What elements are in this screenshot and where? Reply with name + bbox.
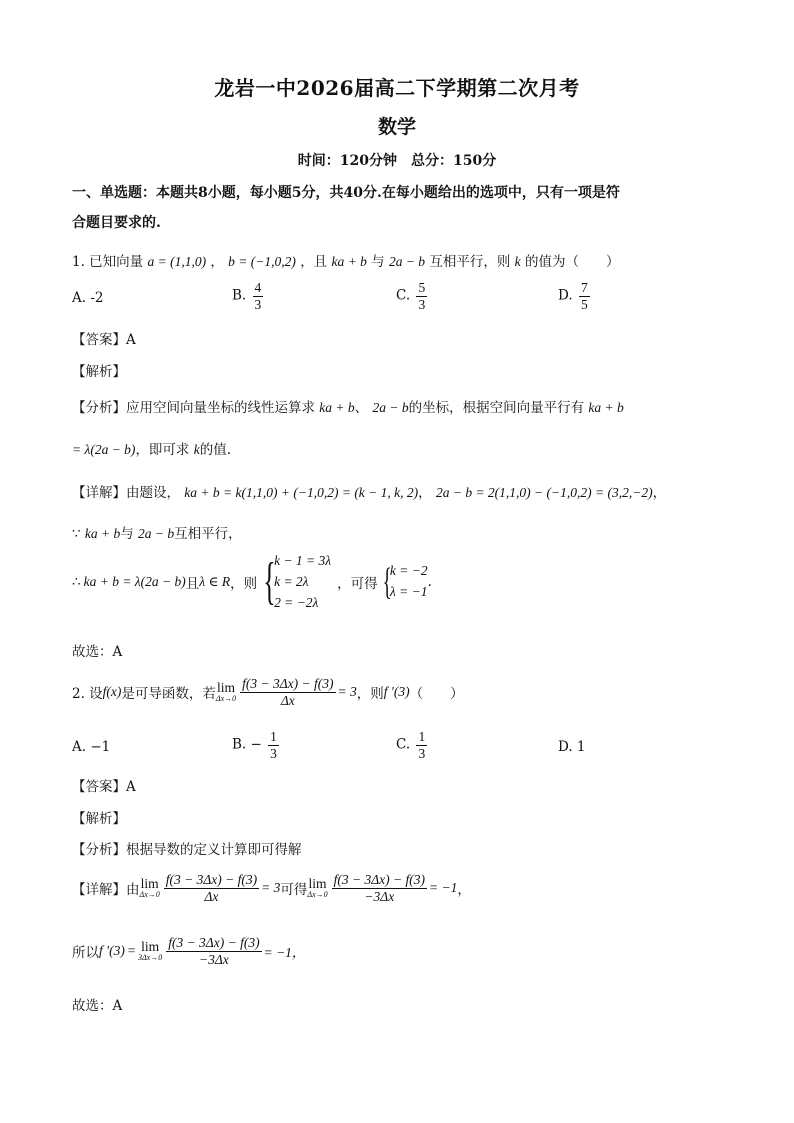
q1-because-line: [72, 522, 242, 542]
q2-analysis-tag: 【解析】: [72, 811, 126, 827]
system-brace-1: {: [263, 553, 276, 611]
q1-stem-b: ，且: [300, 254, 328, 270]
q1-choice-b-frac: $\frac{4}{3}$: [254, 280, 262, 312]
q2-fenxi: [72, 838, 302, 858]
q2-so-eq: =: [126, 943, 136, 959]
q1-fenxi-line2-text: ，即可求: [135, 442, 190, 458]
q1-system-2-eq1: k = −2: [389, 563, 428, 579]
q1-because-with: 与: [120, 526, 134, 542]
q1-therefore-then: ，则: [230, 576, 258, 593]
q1-answer: 【答案】A: [72, 332, 136, 348]
because-symbol: ∵: [72, 526, 81, 542]
q1-therefore-cond1: 且: [185, 576, 200, 593]
q1-fenxi-text2: 的坐标，根据空间向量平行有: [408, 400, 585, 416]
q1-vector-a: a = (1,1,0): [147, 254, 207, 269]
q1-fenxi-line2-end: 的值.: [199, 442, 232, 458]
q1-detail-text: 由题设，: [126, 485, 180, 501]
section-heading-line1: 一、单选题：本题共8小题，每小题5分，共40分.在每小题给出的选项中，只有一项是符: [72, 185, 620, 201]
q2-detail-get: 可得: [280, 882, 308, 899]
q2-fenxi-label: 【分析】: [72, 842, 126, 858]
q1-choice-b-label: B.: [232, 287, 247, 304]
q1-detail-label: 【详解】: [72, 485, 126, 501]
q2-choice-b-frac: $\frac{1}{3}$: [270, 729, 277, 761]
q1-because-expr1: ka + b: [84, 526, 121, 541]
q1-choice-c: [396, 280, 429, 312]
q2-so-fprime: f ′(3): [99, 943, 125, 959]
q1-choice-d-frac: $\frac{7}{5}$: [580, 280, 588, 312]
q2-conclusion: 故选：A: [72, 998, 123, 1014]
q2-choice-d: D. 1: [558, 739, 586, 755]
q1-obtain: ，可得: [337, 576, 378, 593]
q2-choice-c-frac: $\frac{1}{3}$: [418, 729, 426, 761]
q1-analysis-tag: 【解析】: [72, 364, 126, 380]
q1-choice-c-label: C.: [396, 287, 411, 304]
q2-detail-eq2: = −1: [429, 880, 458, 896]
q2-choice-b: [232, 729, 281, 761]
q1-choice-d: [558, 280, 592, 312]
q2-detail-line: [72, 872, 471, 904]
question-2-stem: [72, 676, 464, 708]
q2-detail-end: ，: [457, 882, 471, 899]
exam-info: 时间：120分钟 总分：150分: [297, 153, 497, 169]
page-title: 龙岩一中2026届高二下学期第二次月考: [214, 76, 580, 100]
q1-expr-1: ka + b: [331, 254, 367, 269]
q1-system-2: [390, 561, 428, 603]
q2-detail-fraction-2: $\frac{f(3 - 3\Delta x) - f(3)}{-3\Delta x}$: [333, 872, 425, 904]
q1-fenxi-line1: [72, 396, 624, 416]
q1-system-1-eq3: 2 = −2λ: [274, 594, 319, 610]
q2-stem-a: 2. 设: [72, 686, 103, 703]
q2-eq3: = 3: [337, 684, 357, 700]
question-1-stem: 1. 已知向量 a = (1,1,0) ， b = (−1,0,2) ，且 ka + b 与 2a − b 互相平行，则 k 的值为（ ）: [72, 254, 620, 270]
q1-system-2-end: .: [427, 574, 432, 591]
q2-fenxi-text: 根据导数的定义计算即可得解: [126, 842, 302, 858]
q1-stem-a: 1. 已知向量: [72, 254, 144, 270]
q1-k: k: [514, 254, 521, 269]
q2-so-fraction: $\frac{f(3 - 3\Delta x) - f(3)}{-3\Delta x}$: [168, 935, 260, 967]
q1-therefore-cond2: λ ∈ R: [199, 574, 231, 590]
q2-stem-b: 是可导函数，若: [121, 686, 216, 703]
q2-detail-by: 由: [126, 882, 140, 899]
q1-because-expr2: 2a − b: [138, 526, 175, 541]
q1-fenxi-expr3: ka + b: [588, 400, 624, 415]
q2-choice-b-label: B.: [232, 736, 247, 753]
q1-fenxi-label: 【分析】: [72, 400, 126, 416]
system-brace-2: {: [382, 561, 392, 604]
q2-limit-fraction: $\frac{f(3 - 3\Delta x) - f(3)}{\Delta x}$: [242, 676, 334, 708]
q2-detail-fraction-1: $\frac{f(3 - 3\Delta x) - f(3)}{\Delta x}$: [165, 872, 258, 904]
q1-conclusion: 故选：A: [72, 644, 123, 660]
therefore-symbol: ∴: [72, 574, 81, 591]
q2-limit: lim Δx→0: [215, 680, 237, 703]
q1-choice-c-frac: $\frac{5}{3}$: [418, 280, 426, 312]
q1-expr-2: 2a − b: [388, 254, 426, 269]
q1-fenxi-expr2: 2a − b: [372, 400, 409, 415]
q2-fprime: f ′(3): [383, 684, 410, 700]
q2-choice-c-label: C.: [396, 736, 411, 753]
q2-detail-limit-2: lim Δx→0: [307, 876, 328, 899]
q1-fenxi-line2: [72, 438, 231, 458]
q1-fenxi-text: 应用空间向量坐标的线性运算求: [126, 400, 315, 416]
q2-so-line: [72, 935, 305, 967]
q1-system-1-eq2: k = 2λ: [274, 573, 309, 589]
q2-answer: 【答案】A: [72, 779, 136, 795]
q1-system-2-eq2: λ = −1: [389, 584, 428, 600]
q2-detail-label: 【详解】: [72, 882, 126, 899]
q1-detail-comma: ，: [418, 485, 432, 501]
q1-system-1: [274, 551, 331, 614]
q1-fenxi-k: k: [193, 442, 200, 457]
q1-detail-expr2: 2a − b = 2(1,1,0) − (−1,0,2) = (3,2,−2): [435, 485, 653, 500]
q2-choice-b-sign: −: [250, 736, 262, 753]
q1-choice-d-label: D.: [558, 287, 573, 304]
q1-system-1-eq1: k − 1 = 3λ: [274, 553, 332, 568]
q2-so-end: = −1，: [263, 945, 306, 961]
q2-stem-d: （ ）: [409, 686, 464, 703]
q1-choice-b: [232, 280, 265, 312]
q1-fenxi-line2-expr: = λ(2a − b): [72, 442, 136, 457]
q1-detail-line1: [72, 481, 666, 501]
q1-therefore-line: [72, 551, 432, 614]
q1-detail-end: ，: [652, 485, 667, 501]
q1-because-end: 互相平行，: [174, 526, 242, 542]
subject-title: 数学: [377, 116, 416, 138]
q2-so-limit: lim 3Δx→0: [137, 939, 163, 962]
q1-with: 与: [371, 254, 385, 270]
q1-stem-c: 互相平行，则: [429, 254, 511, 270]
q1-therefore-expr: ka + b = λ(2a − b): [83, 574, 186, 590]
q1-fenxi-expr1: ka + b: [319, 400, 355, 415]
q1-detail-expr1: ka + b = k(1,1,0) + (−1,0,2) = (k − 1, k, 2): [184, 485, 419, 500]
q1-vector-b: b = (−1,0,2): [228, 254, 296, 269]
q2-detail-limit-1: lim Δx→0: [139, 876, 160, 899]
q2-so: 所以: [72, 945, 99, 962]
q1-choice-a: A. -2: [72, 290, 104, 306]
q2-choice-c: [396, 729, 429, 761]
q2-stem-c: ，则: [356, 686, 384, 703]
q1-fenxi-sep: 、: [354, 400, 369, 416]
q2-detail-eq: = 3: [261, 880, 281, 896]
q2-fx: f(x): [102, 684, 122, 700]
section-heading-line2: 合题目要求的.: [72, 215, 161, 231]
q2-choice-a: A. −1: [72, 739, 111, 755]
q1-stem-d: 的值为（ ）: [524, 254, 620, 270]
